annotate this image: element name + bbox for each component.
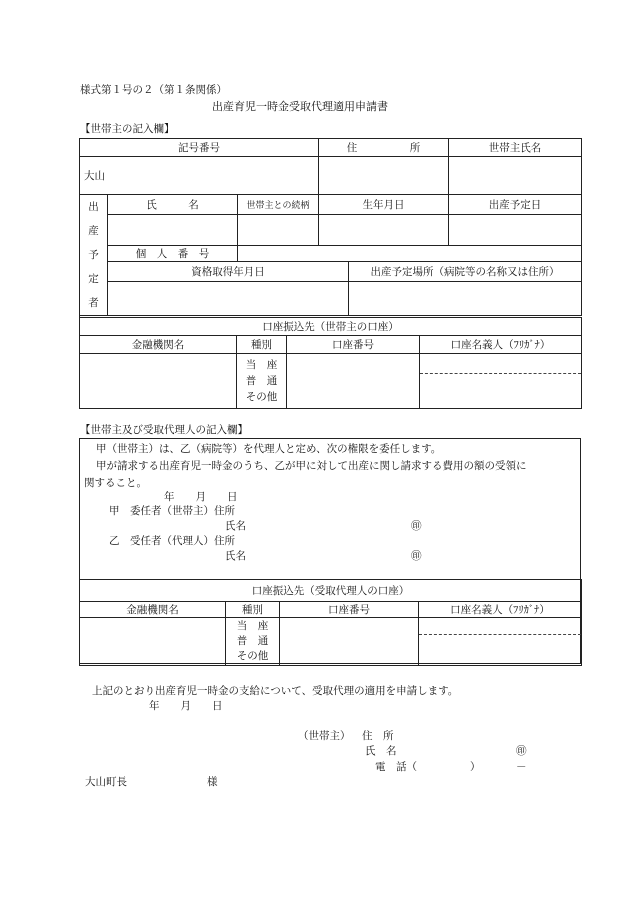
- delegator-name-label: 氏名: [225, 520, 246, 532]
- application-statement: 上記のとおり出産育児一時金の支給について、受取代理の適用を申請します。: [92, 685, 459, 697]
- household-head-table: [79, 138, 582, 316]
- qualify-date-field[interactable]: [108, 282, 349, 316]
- delegation-line-3: 関すること。: [84, 477, 147, 489]
- agent-bank-heading: 口座振込先（受取代理人の口座）: [80, 580, 582, 602]
- phone-close-paren: ）: [470, 761, 481, 773]
- form-number: 様式第１号の２（第１条関係）: [80, 84, 227, 96]
- delegation-line-2: 甲が請求する出産育児一時金のうち、乙が甲に対して出産に関し請求する費用の額の受領に: [96, 460, 527, 472]
- account-holder-field[interactable]: [420, 354, 582, 409]
- agent-account-number-field[interactable]: [280, 618, 419, 666]
- col-account-type: 種別: [237, 336, 287, 354]
- birth-date-field[interactable]: [319, 215, 449, 246]
- head-bank-table: [79, 317, 582, 409]
- form-title: 出産育児一時金受取代理適用申請書: [212, 100, 388, 113]
- agent-bank-table: [79, 579, 582, 666]
- due-date-field[interactable]: [449, 215, 582, 246]
- delegator-seal: ㊞: [411, 520, 422, 532]
- head-label: （世帯主）: [298, 730, 351, 742]
- col-name: 氏 名: [108, 195, 238, 215]
- account-type-options[interactable]: 当 座 普 通 その他: [237, 354, 287, 409]
- col-account-number: 口座番号: [287, 336, 420, 354]
- agent-account-holder-field[interactable]: [419, 618, 582, 666]
- col-personal-number: 個 人 番 号: [108, 246, 238, 262]
- code-number-field[interactable]: [80, 157, 319, 195]
- name-field[interactable]: [108, 215, 238, 246]
- agent-bank-name-field[interactable]: [80, 618, 226, 666]
- agent-account-type-options[interactable]: 当 座 普 通 その他: [226, 618, 280, 666]
- delegator-address-label: 甲 委任者（世帯主）住所: [109, 505, 235, 517]
- phone-label: 電 話（: [375, 761, 417, 773]
- delegation-line-1: 甲（世帯主）は、乙（病院等）を代理人と定め、次の権限を委任します。: [96, 443, 442, 455]
- applicant-name-label: 氏 名: [365, 745, 397, 757]
- application-date: 年 月 日: [149, 700, 223, 712]
- col-birth-date: 生年月日: [319, 195, 449, 215]
- head-bank-heading: 口座振込先（世帯主の口座）: [80, 318, 582, 336]
- expectant-side-label: 出 産 予 定 者: [80, 195, 108, 316]
- col-birth-place: 出産予定場所（病院等の名称又は住所）: [349, 262, 582, 282]
- col-due-date: 出産予定日: [449, 195, 582, 215]
- agent-col-bank-name: 金融機関名: [80, 602, 226, 618]
- section2-heading: 【世帯主及び受取代理人の記入欄】: [80, 424, 248, 436]
- address-field[interactable]: [319, 157, 449, 195]
- delegate-seal: ㊞: [411, 550, 422, 562]
- recipient-honorific: 様: [207, 776, 218, 788]
- recipient-mayor: 大山町長: [85, 776, 127, 788]
- phone-dash: －: [516, 761, 527, 773]
- col-relation: 世帯主との続柄: [238, 195, 319, 215]
- delegation-date: 年 月 日: [164, 491, 238, 503]
- col-qualify-date: 資格取得年月日: [108, 262, 349, 282]
- applicant-address-label: 住 所: [362, 730, 394, 742]
- head-name-field[interactable]: [449, 157, 582, 195]
- col-head-name: 世帯主氏名: [449, 139, 582, 157]
- delegate-address-label: 乙 受任者（代理人）住所: [109, 535, 235, 547]
- applicant-seal: ㊞: [516, 745, 527, 757]
- code-prefix: 大山: [84, 170, 105, 182]
- col-account-holder: 口座名義人（ﾌﾘｶﾞﾅ）: [420, 336, 582, 354]
- col-bank-name: 金融機関名: [80, 336, 237, 354]
- section1-heading: 【世帯主の記入欄】: [80, 123, 175, 135]
- col-address: 住 所: [319, 139, 449, 157]
- personal-number-field[interactable]: [238, 246, 582, 262]
- delegate-name-label: 氏名: [225, 550, 246, 562]
- col-code-number: 記号番号: [80, 139, 319, 157]
- relation-field[interactable]: [238, 215, 319, 246]
- birth-place-field[interactable]: [349, 282, 582, 316]
- agent-col-account-number: 口座番号: [280, 602, 419, 618]
- account-number-field[interactable]: [287, 354, 420, 409]
- agent-col-account-holder: 口座名義人（ﾌﾘｶﾞﾅ）: [419, 602, 582, 618]
- agent-col-account-type: 種別: [226, 602, 280, 618]
- bank-name-field[interactable]: [80, 354, 237, 409]
